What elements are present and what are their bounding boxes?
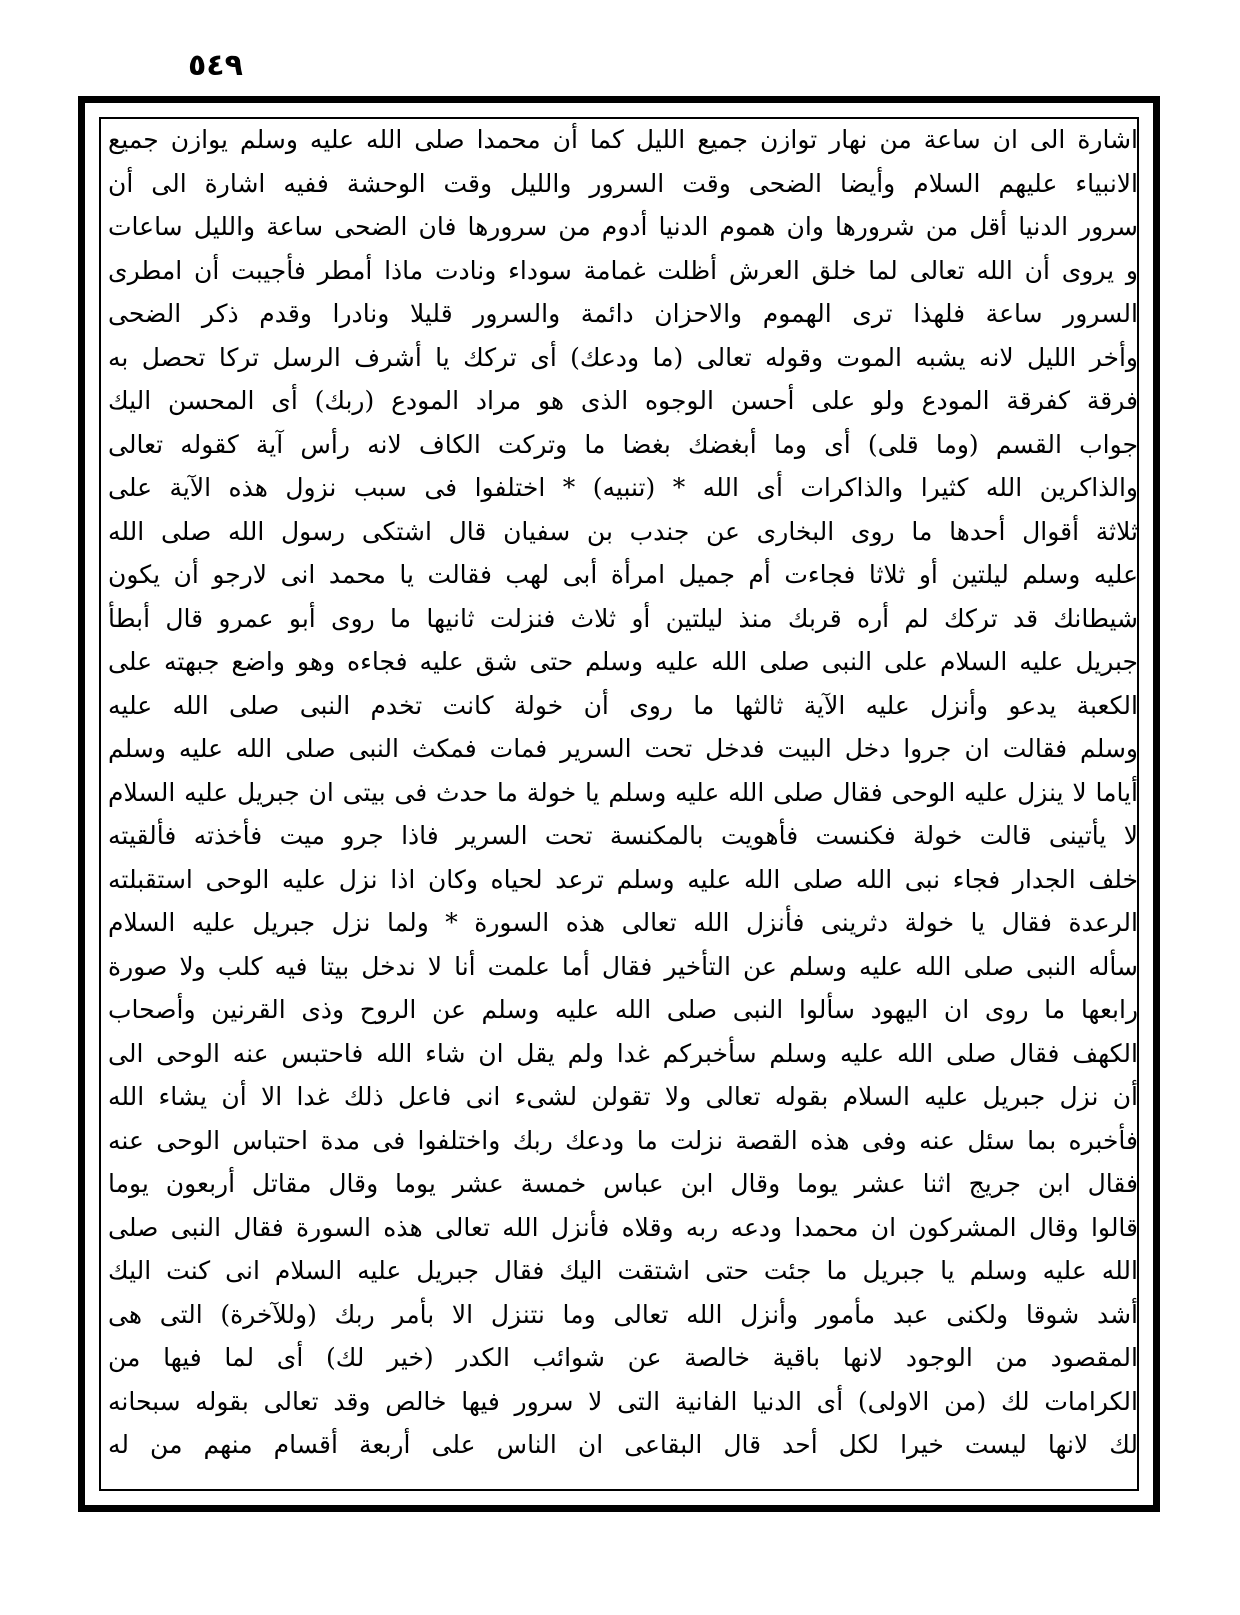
text-line: وسلم فقالت ان جروا دخل البيت فدخل تحت السرير فمات فمكث النبى صلى الله عليه وسلم (108, 734, 1138, 763)
text-line: شيطانك قد تركك لم أره قربك منذ ليلتين أو ثلاث فنزلت ثانيها ما روى أبو عمرو قال أبطأ (108, 603, 1138, 633)
text-body (108, 118, 1138, 1498)
text-line: جبريل عليه السلام على النبى صلى الله عليه وسلم حتى شق عليه فجاءه وهو واضع جبهته على (108, 647, 1138, 676)
text-line: أياما لا ينزل عليه الوحى فقال صلى الله عليه وسلم يا خولة ما حدث فى بيتى ان جبريل عليه السلام (108, 777, 1138, 807)
text-line: الله عليه وسلم يا جبريل ما جئت حتى اشتقت اليك فقال جبريل عليه السلام انى كنت اليك (108, 1256, 1138, 1285)
text-line: الكرامات لك (من الاولى) أى الدنيا الفانية التى لا سرور فيها خالص وقد تعالى بقوله سبحانه (108, 1386, 1138, 1416)
text-line: اشارة الى ان ساعة من نهار توازن جميع الليل كما أن محمدا صلى الله عليه وسلم يوازن جميع (108, 125, 1138, 154)
text-line: فقال ابن جريج اثنا عشر يوما وقال ابن عباس خمسة عشر يوما وقال مقاتل أربعون يوما (108, 1169, 1138, 1198)
text-line: لا يأتينى قالت خولة فكنست فأهويت بالمكنسة تحت السرير فاذا جرو ميت فأخذته فألقيته (108, 821, 1138, 850)
text-line: السرور ساعة فلهذا ترى الهموم والاحزان دائمة والسرور قليلا ونادرا وقدم ذكر الضحى (108, 299, 1138, 328)
text-line: خلف الجدار فجاء نبى الله صلى الله عليه وسلم ترعد لحياه وكان اذا نزل عليه الوحى استقبلته (108, 864, 1138, 894)
text-line: فرقة كفرقة المودع ولو على أحسن الوجوه الذى هو مراد المودع (ربك) أى المحسن اليك (108, 386, 1138, 415)
text-line: الانبياء عليهم السلام وأيضا الضحى وقت السرور والليل وقت الوحشة ففيه اشارة الى أن (108, 168, 1138, 198)
text-line: الكعبة يدعو وأنزل عليه الآية ثالثها ما روى أن خولة كانت تخدم النبى صلى الله عليه (108, 690, 1138, 720)
text-line: الرعدة فقال يا خولة دثرينى فأنزل الله تعالى هذه السورة * ولما نزل جبريل عليه السلام (108, 908, 1138, 937)
text-line: قالوا وقال المشركون ان محمدا ودعه ربه وقلاه فأنزل الله تعالى هذه السورة فقال النبى صلى (108, 1212, 1138, 1242)
text-line: و يروى أن الله تعالى لما خلق العرش أظلت غمامة سوداء ونادت ماذا أمطر فأجيبت أن امطرى (108, 255, 1138, 285)
text-line: أن نزل جبريل عليه السلام بقوله تعالى ولا تقولن لشىء انى فاعل ذلك غدا الا أن يشاء الله (108, 1082, 1138, 1111)
text-line: الكهف فقال صلى الله عليه وسلم سأخبركم غدا ولم يقل ان شاء الله فاحتبس عنه الوحى الى (108, 1038, 1138, 1068)
text-line: سأله النبى صلى الله عليه وسلم عن التأخير فقال أما علمت أنا لا ندخل بيتا فيه كلب ولا صورة (108, 951, 1138, 981)
text-line: عليه وسلم ليلتين أو ثلاثا فجاءت أم جميل امرأة أبى لهب فقالت يا محمد انى لارجو أن يكون (108, 560, 1138, 589)
text-line: رابعها ما روى ان اليهود سألوا النبى صلى الله عليه وسلم عن الروح وذى القرنين وأصحاب (108, 995, 1138, 1024)
text-line: جواب القسم (وما قلى) أى وما أبغضك بغضا ما وتركت الكاف لانه رأس آية كقوله تعالى (108, 429, 1138, 459)
page-number: ٥٤٩ (188, 48, 243, 83)
text-line: سرور الدنيا أقل من شرورها وان هموم الدنيا أدوم من سرورها فان الضحى ساعة والليل ساعات (108, 212, 1138, 241)
text-line: أشد شوقا ولكنى عبد مأمور وأنزل الله تعالى وما نتنزل الا بأمر ربك (وللآخرة) التى هى (108, 1299, 1138, 1329)
text-line: المقصود من الوجود لانها باقية خالصة عن شوائب الكدر (خير لك) أى لما فيها من (108, 1343, 1138, 1372)
text-line: والذاكرين الله كثيرا والذاكرات أى الله * (تنبيه) * اختلفوا فى سبب نزول هذه الآية على (108, 473, 1138, 502)
text-line: وأخر الليل لانه يشبه الموت وقوله تعالى (ما ودعك) أى تركك يا أشرف الرسل تركا تحصل به (108, 342, 1138, 372)
text-line: فأخبره بما سئل عنه وفى هذه القصة نزلت ما ودعك ربك واختلفوا فى مدة احتباس الوحى عنه (108, 1125, 1138, 1155)
text-line: لك لانها ليست خيرا لكل أحد قال البقاعى ان الناس على أربعة أقسام منهم من له (108, 1430, 1138, 1459)
text-line: ثلاثة أقوال أحدها ما روى البخارى عن جندب بن سفيان قال اشتكى رسول الله صلى الله (108, 516, 1138, 546)
